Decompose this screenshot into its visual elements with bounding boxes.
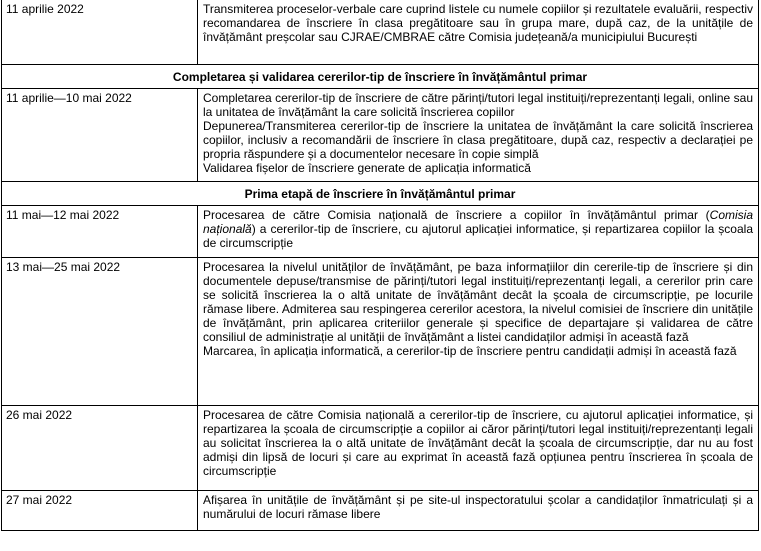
date-cell: 11 mai—12 mai 2022 — [2, 206, 198, 258]
description-line: Transmiterea proceselor-verbale care cuprind listele cu numele copiilor și rezultatele evaluării, respectiv recomandarea de înscriere în clasa pregătitoare sau în grupa mare, după caz, de la unitățile de învățământ preșcolar sau CJRAE/CMBRAE către Comisia județeană/a municipiului București — [203, 2, 753, 44]
section-row — [2, 65, 759, 89]
description-cell — [198, 406, 759, 491]
description-text: Procesarea de către Comisia națională de înscriere a copiilor în învățământul primar ( — [203, 208, 710, 222]
date-cell: 11 aprilie—10 mai 2022 — [2, 89, 198, 182]
description-cell — [198, 258, 759, 406]
section-heading: Prima etapă de înscriere în învățământul primar — [2, 182, 759, 206]
description-emphasis: Comisia națională — [203, 208, 753, 236]
description-cell — [198, 491, 759, 531]
description-cell — [198, 0, 759, 65]
table-row — [2, 491, 759, 531]
description-line: Completarea cererilor-tip de înscriere de către părinți/tutori legal instituiți/reprezentanți legali, online sau la unitatea de învățământ la care solicită înscrierea copiilor — [203, 91, 753, 119]
date-cell: 13 mai—25 mai 2022 — [2, 258, 198, 406]
date-cell: 27 mai 2022 — [2, 491, 198, 531]
table-row — [2, 89, 759, 182]
section-row — [2, 182, 759, 206]
date-cell: 26 mai 2022 — [2, 406, 198, 491]
date-cell: 11 aprilie 2022 — [2, 0, 198, 65]
description-cell — [198, 89, 759, 182]
description-text: ) a cererilor-tip de înscriere, cu ajutorul aplicației informatice, și repartizarea copiilor la școala de circumscripție — [203, 222, 753, 250]
section-heading: Completarea și validarea cererilor-tip de înscriere în învățământul primar — [2, 65, 759, 89]
description-line: Procesarea la nivelul unităților de învățământ, pe baza informațiilor din cererile-tip de înscriere și din documentele depuse/transmise de părinți/tutori legal instituiți/reprezentanți legali, a cererilor prin care se solicită înscrierea la o altă unitate de învățământ decât la școala de circumscripție, pe locurile rămase libere. Admiterea sau respingerea cererilor acestora, la nivelul comisiei de înscriere din unitățile de învățământ, prin aplicarea criteriilor generale și specifice de departajare și validarea de către consiliul de administrație al unității de învățământ a listei candidaților admiși în această fază — [203, 260, 753, 344]
description-line: Procesarea de către Comisia națională a cererilor-tip de înscriere, cu ajutorul aplicației informatice, și repartizarea la școala de circumscripție a copiilor ai căror părinți/tutori legal instituiți/reprezentanți legali au solicitat înscrierea la o altă unitate de învățământ decât la școala de circumscripție, dar nu au fost admiși din lipsă de locuri și care au exprimat în această fază opțiunea pentru înscrierea în școala de circumscripție — [203, 408, 753, 478]
table-row — [2, 406, 759, 491]
table-row — [2, 258, 759, 406]
description-line: Validarea fișelor de înscriere generate de aplicația informatică — [203, 161, 531, 175]
table-row — [2, 0, 759, 65]
description-line: Depunerea/Transmiterea cererilor-tip de înscriere la unitatea de învățământ la care solicită înscrierea copiilor, inclusiv a recomandării de înscriere în clasa pregătitoare, după caz, respectiv a declarației pe propria răspundere și a documentelor necesare în copie simplă — [203, 119, 753, 161]
description-line: Afișarea în unitățile de învățământ și pe site-ul inspectoratului școlar a candidaților înmatriculați și a numărului de locuri rămase libere — [203, 493, 753, 521]
table-row — [2, 206, 759, 258]
description-cell — [198, 206, 759, 258]
description-line: Marcarea, în aplicația informatică, a cererilor-tip de înscriere pentru candidații admiși în această fază — [203, 344, 737, 358]
schedule-table — [1, 0, 759, 531]
